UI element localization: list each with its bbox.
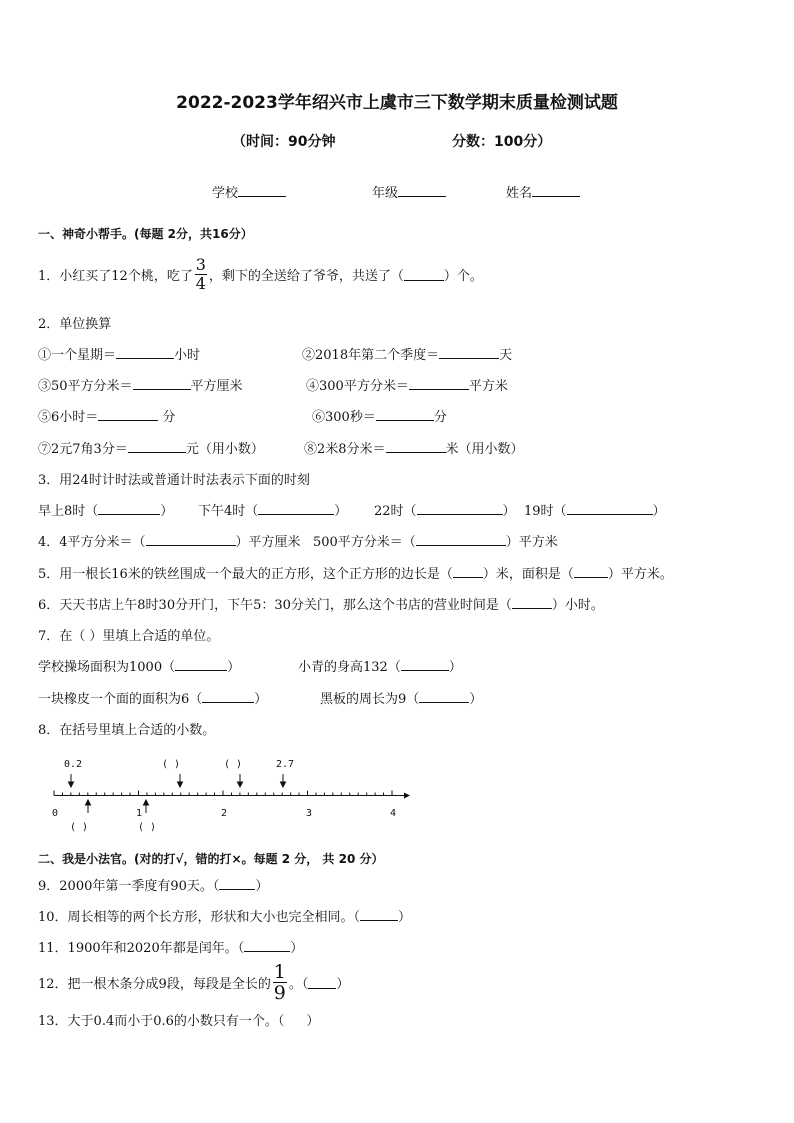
question-11: 11．1900年和2020年都是闰年。（ ） <box>38 941 304 956</box>
q2-blank-4[interactable] <box>409 377 469 390</box>
question-4: 4．4平方分米＝（ ）平方厘米 500平方分米＝（ ）平方米 <box>38 535 558 550</box>
arrow-up-icon <box>144 800 149 805</box>
q7-item-2: 小青的身高132（ ） <box>298 660 462 675</box>
axis-arrow-icon <box>404 793 410 799</box>
q2-blank-5[interactable] <box>98 408 158 421</box>
grade-blank[interactable] <box>398 184 446 197</box>
section-2-heading: 二、我是小法官。(对的打√，错的打×。每题 2 分， 共 20 分） <box>38 852 384 866</box>
q2-blank-2[interactable] <box>439 346 499 359</box>
question-2-title: 2．单位换算 <box>38 317 112 332</box>
school-blank[interactable] <box>238 184 286 197</box>
section-1-heading: 一、神奇小帮手。(每题 2分，共16分） <box>38 227 253 241</box>
question-3-title: 3．用24时计时法或普通计时法表示下面的时刻 <box>38 473 310 488</box>
q11-blank[interactable] <box>244 939 290 952</box>
name-field[interactable] <box>506 182 580 201</box>
q3-item-3: 22时（ ） <box>374 504 516 519</box>
q5-blank-1[interactable] <box>453 565 483 578</box>
q3-item-1: 早上8时（ ） <box>38 504 174 519</box>
q3-blank-2[interactable] <box>258 502 334 515</box>
q7-blank-1[interactable] <box>175 658 227 671</box>
question-10: 10．周长相等的两个长方形，形状和大小也完全相同。（ ） <box>38 910 412 925</box>
q1-fraction: $\frac{3}{4}$ <box>195 255 206 293</box>
question-7-title: 7．在（ ）里填上合适的单位。 <box>38 629 220 644</box>
question-6: 6．天天书店上午8时30分开门，下午5：30分关门，那么这个书店的营业时间是（ ）小时。 <box>38 598 604 613</box>
q7-blank-2[interactable] <box>401 658 449 671</box>
arrow-down-icon <box>69 782 74 787</box>
q12-blank[interactable] <box>308 976 336 989</box>
exam-score: 分数：100分） <box>452 134 552 150</box>
q1-text: 1．小红买了12个桃，吃了 <box>38 269 193 284</box>
name-blank[interactable] <box>532 184 580 197</box>
q2-blank-7[interactable] <box>128 440 186 453</box>
question-5: 5．用一根长16米的铁丝围成一个最大的正方形，这个正方形的边长是（ ）米，面积是（ ）平方米。 <box>38 567 673 582</box>
q2-item-5: ⑤6小时＝ 分 <box>38 410 176 425</box>
q7-item-3: 一块橡皮一个面的面积为6（ ） <box>38 692 268 707</box>
q2-blank-8[interactable] <box>386 440 446 453</box>
q7-blank-3[interactable] <box>202 690 254 703</box>
bottom-label-blank-1[interactable]: ( ) <box>70 822 89 833</box>
q2-item-4: ④300平方分米＝ 平方米 <box>306 379 508 394</box>
question-12: 12．把一根木条分成9段，每段是全长的 $\frac{1}{9}$ 。（ ） <box>38 961 350 1004</box>
page-title: 2022-2023学年绍兴市上虞市三下数学期末质量检测试题 <box>176 93 618 113</box>
axis-label-0: 0 <box>52 808 59 819</box>
top-label-blank-2: ( ) <box>224 759 243 770</box>
q9-blank[interactable] <box>219 877 255 890</box>
top-label-blank-1[interactable]: ( ) <box>162 759 181 770</box>
q2-item-1: ①一个星期＝ 小时 <box>38 348 201 363</box>
grade-label: 年级 <box>372 186 399 201</box>
grade-field[interactable] <box>372 182 446 201</box>
arrow-up-icon <box>86 800 91 805</box>
q7-item-1: 学校操场面积为1000（ ） <box>38 660 241 675</box>
axis-label-2: 2 <box>221 808 228 819</box>
q1-text-2: ，剩下的全送给了爷爷，共送了（ <box>208 269 404 284</box>
question-8-title: 8．在括号里填上合适的小数。 <box>38 723 216 738</box>
q3-blank-1[interactable] <box>98 502 160 515</box>
arrow-down-icon <box>178 782 183 787</box>
number-line <box>40 752 430 840</box>
arrow-down-icon <box>238 782 243 787</box>
q3-item-2: 下午4时（ ） <box>198 504 348 519</box>
top-label-0-2: 0.2 <box>64 759 83 770</box>
q2-blank-1[interactable] <box>116 346 174 359</box>
q6-blank[interactable] <box>512 596 552 609</box>
q3-blank-3[interactable] <box>417 502 503 515</box>
q2-item-6: ⑥300秒＝ 分 <box>312 410 447 425</box>
school-label: 学校 <box>212 186 239 201</box>
q12-fraction: $\frac{1}{9}$ <box>273 961 286 1004</box>
q7-blank-4[interactable] <box>419 690 469 703</box>
q2-blank-3[interactable] <box>133 377 191 390</box>
q2-item-3: ③50平方分米＝ 平方厘米 <box>38 379 243 394</box>
axis-label-4: 4 <box>390 808 397 819</box>
q2-item-7: ⑦2元7角3分＝ 元（用小数） <box>38 442 264 457</box>
exam-time: （时间：90分钟 <box>232 134 336 150</box>
q7-item-4: 黑板的周长为9（ ） <box>320 692 483 707</box>
q4-blank-2[interactable] <box>416 533 506 546</box>
arrow-down-icon <box>281 782 286 787</box>
bottom-label-blank-2[interactable]: ( ) <box>138 822 157 833</box>
q3-blank-4[interactable] <box>567 502 653 515</box>
top-label-2-7: 2.7 <box>276 759 295 770</box>
q2-item-2: ②2018年第二个季度＝ 天 <box>302 348 513 363</box>
question-9: 9．2000年第一季度有90天。（ ） <box>38 879 269 894</box>
q2-item-8: ⑧2米8分米＝ 米（用小数） <box>304 442 524 457</box>
q4-blank-1[interactable] <box>146 533 236 546</box>
q1-blank[interactable] <box>404 268 444 281</box>
q3-item-4: 19时（ ） <box>524 504 666 519</box>
q2-blank-6[interactable] <box>376 408 434 421</box>
question-13: 13．大于0.4而小于0.6的小数只有一个。（ ） <box>38 1014 320 1029</box>
axis-label-3: 3 <box>306 808 313 819</box>
school-field[interactable] <box>212 182 286 201</box>
q5-blank-2[interactable] <box>574 565 608 578</box>
axis-label-1: 1 <box>136 808 143 819</box>
q10-blank[interactable] <box>360 908 398 921</box>
name-label: 姓名 <box>506 186 533 201</box>
question-1: 1．小红买了12个桃，吃了 $\frac{3}{4}$ ，剩下的全送给了爷爷，共送了（ ）个。 <box>38 255 483 293</box>
